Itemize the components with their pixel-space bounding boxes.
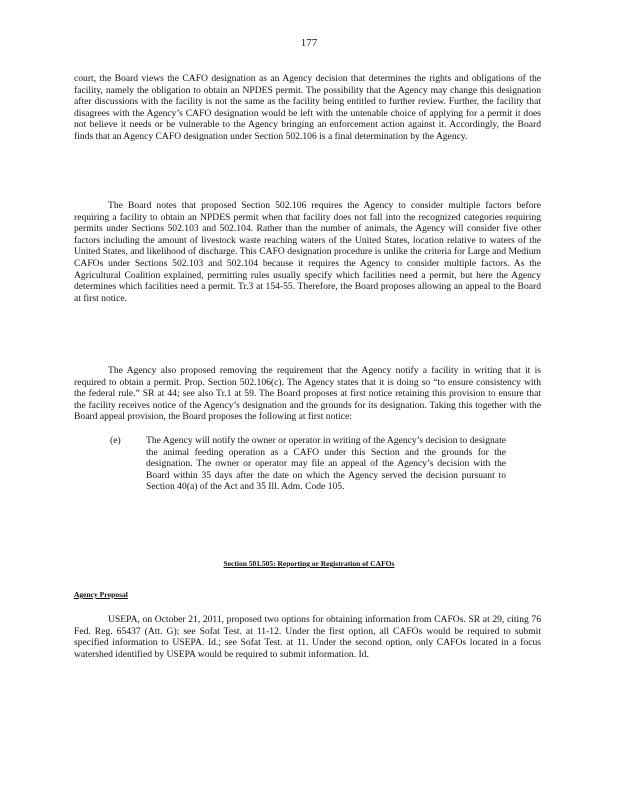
paragraph-notice-requirement: The Agency also proposed removing the requirement that the Agency notify a facility in writing that it is required to obtain a permit. Prop. Section 502.106(c). The Agency states that it is doing so “to ensure consistency with the federal rule.” SR at 44; see also Tr.1 at 59. The Board proposes at first notice retaining this provision to ensure that the facility receives notice of the Agency’s designation and the grounds for its designation. Taking this together with the Board appeal provision, the Board proposes the following at first notice: bbox=[74, 365, 541, 423]
page-number: 177 bbox=[300, 37, 318, 49]
paragraph-final-determination: court, the Board views the CAFO designation as an Agency decision that determines the rights and obligations of the facility, namely the obligation to obtain an NPDES permit. The possibility that the Agency may change this designation after discussions with the facility is not the same as the facility being entitled to further review. Further, the facility that disagrees with the Agency’s CAFO designation would be left with the untenable choice of applying for a permit it does not believe it needs or be vulnerable to the Agency bringing an enforcement action against it. Accordingly, the Board finds that an Agency CAFO designation under Section 502.106 is a final determination by the Agency. bbox=[74, 73, 541, 142]
agency-proposal-subheading: Agency Proposal bbox=[74, 590, 128, 599]
rule-subsection-body: The Agency will notify the owner or operator in writing of the Agency’s decision to designate the animal feeding operation as a CAFO under this Section and the grounds for the designation. The owner or operator may file an appeal of the Agency’s decision with the Board within 35 days after the date on which the Agency served the decision pursuant to Section 40(a) of the Act and 35 Ill. Adm. Code 105. bbox=[146, 435, 506, 493]
section-heading: Section 501.505: Reporting or Registration of CAFOs bbox=[223, 559, 395, 568]
paragraph-usepa-options: USEPA, on October 21, 2011, proposed two options for obtaining information from CAFOs. SR at 29, citing 76 Fed. Reg. 65437 (Att. G); see Sofat Test. at 11-12. Under the first option, all CAFOs would be required to submit specified information to USEPA. Id.; see Sofat Test. at 11. Under the second option, only CAFOs located in a focus watershed identified by USEPA would be required to submit information. Id. bbox=[74, 614, 541, 660]
paragraph-multiple-factors: The Board notes that proposed Section 502.106 requires the Agency to consider multiple factors before requiring a facility to obtain an NPDES permit when that facility does not fall into the recognized categories requiring permits under Sections 502.103 and 502.104. Rather than the number of animals, the Agency will consider five other factors including the amount of livestock waste reaching waters of the United States, location relative to waters of the United States, and likelihood of discharge. This CAFO designation procedure is unlike the criteria for Large and Medium CAFOs under Sections 502.103 and 502.104 because it requires the Agency to consider multiple factors. As the Agricultural Coalition explained, permitting rules usually specify which facilities need a permit, but here the Agency determines which facilities need a permit. Tr.3 at 154-55. Therefore, the Board proposes allowing an appeal to the Board at first notice. bbox=[74, 200, 541, 304]
rule-subsection-letter: (e) bbox=[110, 435, 121, 446]
